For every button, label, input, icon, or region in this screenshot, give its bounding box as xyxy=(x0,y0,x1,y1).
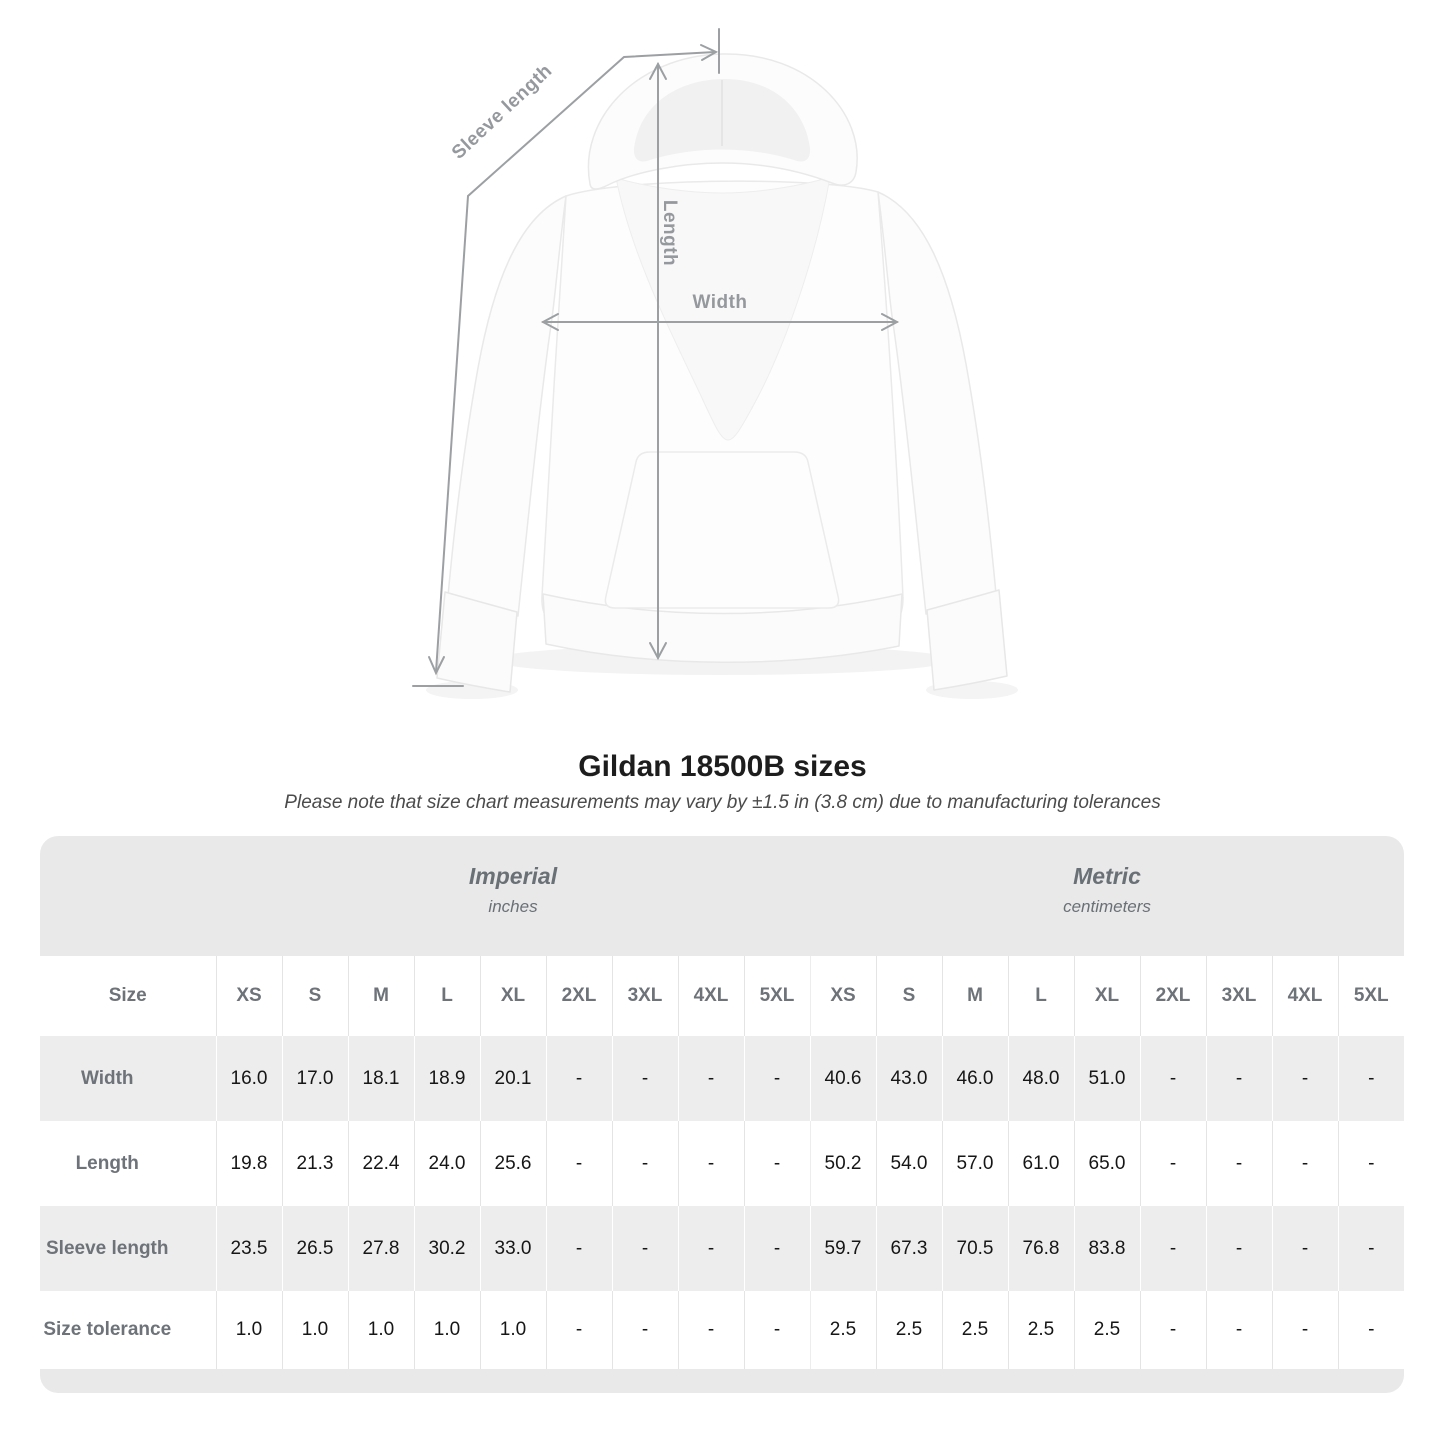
value-cell: - xyxy=(678,1206,744,1291)
value-cell: 19.8 xyxy=(216,1121,282,1206)
value-cell: - xyxy=(612,1121,678,1206)
value-cell: 1.0 xyxy=(414,1291,480,1369)
value-cell: 1.0 xyxy=(348,1291,414,1369)
metric-group-header xyxy=(810,836,1404,956)
value-cell: 24.0 xyxy=(414,1121,480,1206)
value-cell: - xyxy=(1272,1206,1338,1291)
imperial-group-header xyxy=(216,836,810,956)
value-cell: 22.4 xyxy=(348,1121,414,1206)
metric-unit: centimeters xyxy=(1063,897,1151,916)
value-cell: 1.0 xyxy=(282,1291,348,1369)
value-cell: - xyxy=(1272,1121,1338,1206)
size-col-header: 3XL xyxy=(612,956,678,1036)
value-cell: - xyxy=(546,1206,612,1291)
value-cell: 2.5 xyxy=(810,1291,876,1369)
value-cell: 59.7 xyxy=(810,1206,876,1291)
measurements-table xyxy=(40,956,1404,1369)
value-cell: 21.3 xyxy=(282,1121,348,1206)
table-footer-band xyxy=(40,1369,1404,1393)
row-label: Width xyxy=(80,1067,134,1089)
value-cell: - xyxy=(678,1291,744,1369)
value-cell: 1.0 xyxy=(216,1291,282,1369)
size-col-header: S xyxy=(282,956,348,1036)
value-cell: 27.8 xyxy=(348,1206,414,1291)
value-cell: - xyxy=(1338,1036,1404,1121)
value-cell: - xyxy=(1206,1121,1272,1206)
width-row xyxy=(40,1036,1404,1121)
imperial-label: Imperial xyxy=(468,863,558,889)
value-cell: 83.8 xyxy=(1074,1206,1140,1291)
value-cell: - xyxy=(1272,1036,1338,1121)
value-cell: 23.5 xyxy=(216,1206,282,1291)
unit-header-band xyxy=(40,836,1404,956)
size-col-header: 2XL xyxy=(546,956,612,1036)
value-cell: - xyxy=(612,1291,678,1369)
value-cell: 67.3 xyxy=(876,1206,942,1291)
size-col-header: XS xyxy=(216,956,282,1036)
value-cell: 43.0 xyxy=(876,1036,942,1121)
value-cell: 2.5 xyxy=(942,1291,1008,1369)
value-cell: - xyxy=(678,1036,744,1121)
value-cell: 2.5 xyxy=(1074,1291,1140,1369)
value-cell: - xyxy=(1338,1121,1404,1206)
value-cell: - xyxy=(546,1121,612,1206)
value-cell: 18.1 xyxy=(348,1036,414,1121)
value-cell: 20.1 xyxy=(480,1036,546,1121)
value-cell: - xyxy=(1140,1291,1206,1369)
tolerance-note: Please note that size chart measurements may vary by ±1.5 in (3.8 cm) due to manufacturing tolerances xyxy=(284,792,1161,813)
value-cell: - xyxy=(1338,1206,1404,1291)
value-cell: 46.0 xyxy=(942,1036,1008,1121)
value-cell: - xyxy=(612,1036,678,1121)
value-cell: 2.5 xyxy=(876,1291,942,1369)
size-col-header: 3XL xyxy=(1206,956,1272,1036)
length-label: Length xyxy=(659,199,680,267)
value-cell: 76.8 xyxy=(1008,1206,1074,1291)
size-tolerance-row xyxy=(40,1291,1404,1369)
row-label: Sleeve length xyxy=(46,1237,169,1259)
value-cell: - xyxy=(1140,1036,1206,1121)
value-cell: 51.0 xyxy=(1074,1036,1140,1121)
size-col-header: 5XL xyxy=(744,956,810,1036)
value-cell: - xyxy=(1140,1206,1206,1291)
width-label: Width xyxy=(692,292,748,313)
imperial-unit: inches xyxy=(488,897,538,916)
value-cell: - xyxy=(1338,1291,1404,1369)
size-header-row xyxy=(40,956,1404,1036)
value-cell: 30.2 xyxy=(414,1206,480,1291)
value-cell: - xyxy=(1272,1291,1338,1369)
size-corner-header: Size xyxy=(108,985,147,1006)
row-label: Length xyxy=(75,1152,139,1174)
size-col-header: XL xyxy=(480,956,546,1036)
size-col-header: M xyxy=(348,956,414,1036)
size-col-header: 4XL xyxy=(678,956,744,1036)
size-col-header: 5XL xyxy=(1338,956,1404,1036)
value-cell: 40.6 xyxy=(810,1036,876,1121)
value-cell: 1.0 xyxy=(480,1291,546,1369)
value-cell: 50.2 xyxy=(810,1121,876,1206)
page-title: Gildan 18500B sizes xyxy=(578,750,867,783)
value-cell: - xyxy=(612,1206,678,1291)
value-cell: - xyxy=(1206,1036,1272,1121)
value-cell: 48.0 xyxy=(1008,1036,1074,1121)
size-col-header: 4XL xyxy=(1272,956,1338,1036)
value-cell: - xyxy=(744,1291,810,1369)
value-cell: - xyxy=(1206,1206,1272,1291)
value-cell: - xyxy=(1206,1291,1272,1369)
value-cell: 25.6 xyxy=(480,1121,546,1206)
size-col-header: L xyxy=(1008,956,1074,1036)
length-row xyxy=(40,1121,1404,1206)
value-cell: 2.5 xyxy=(1008,1291,1074,1369)
value-cell: - xyxy=(546,1036,612,1121)
row-label: Size tolerance xyxy=(43,1319,172,1340)
value-cell: 16.0 xyxy=(216,1036,282,1121)
value-cell: 33.0 xyxy=(480,1206,546,1291)
metric-label: Metric xyxy=(1073,863,1141,889)
value-cell: 70.5 xyxy=(942,1206,1008,1291)
value-cell: 18.9 xyxy=(414,1036,480,1121)
size-col-header: S xyxy=(876,956,942,1036)
value-cell: 57.0 xyxy=(942,1121,1008,1206)
sleeve-length-label: Sleeve length xyxy=(447,60,557,164)
value-cell: 61.0 xyxy=(1008,1121,1074,1206)
value-cell: 26.5 xyxy=(282,1206,348,1291)
value-cell: - xyxy=(744,1206,810,1291)
value-cell: 65.0 xyxy=(1074,1121,1140,1206)
value-cell: - xyxy=(744,1036,810,1121)
sleeve-length-row xyxy=(40,1206,1404,1291)
value-cell: - xyxy=(744,1121,810,1206)
size-col-header: L xyxy=(414,956,480,1036)
size-col-header: XS xyxy=(810,956,876,1036)
value-cell: 54.0 xyxy=(876,1121,942,1206)
hoodie-illustration xyxy=(437,54,1007,692)
value-cell: - xyxy=(678,1121,744,1206)
size-col-header: M xyxy=(942,956,1008,1036)
value-cell: - xyxy=(1140,1121,1206,1206)
size-col-header: XL xyxy=(1074,956,1140,1036)
value-cell: - xyxy=(546,1291,612,1369)
size-col-header: 2XL xyxy=(1140,956,1206,1036)
value-cell: 17.0 xyxy=(282,1036,348,1121)
size-chart-table xyxy=(40,836,1404,1393)
